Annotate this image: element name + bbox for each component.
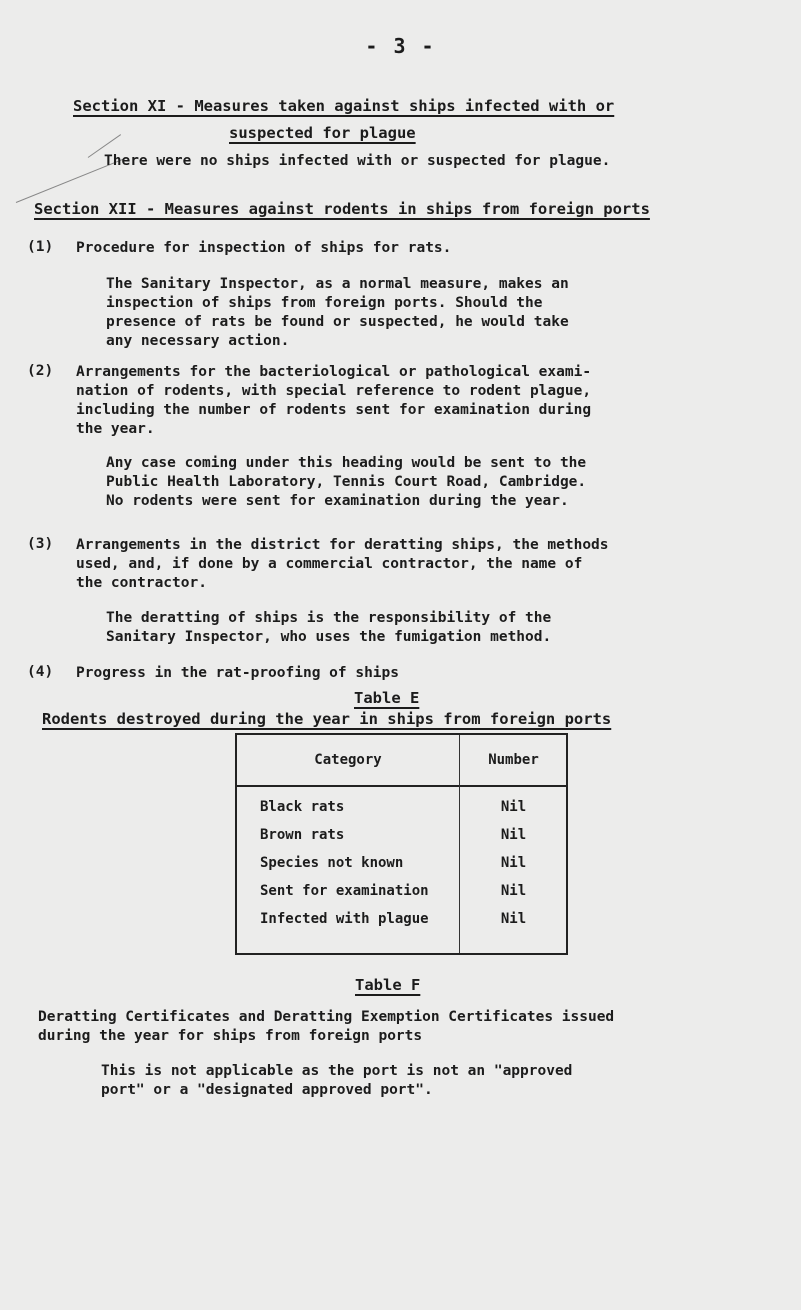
item-body: Any case coming under this heading would be sent to the Public Health Laboratory, Tennis Court Road, Cambridge. No rodents were sent for examination during the year.	[106, 455, 587, 509]
item-title: Procedure for inspection of ships for rats.	[76, 240, 452, 256]
page-number: - 3 -	[365, 34, 436, 58]
table-cell-number: Nil	[500, 827, 527, 843]
table-cell-category: Species not known	[260, 855, 404, 871]
item-body: The Sanitary Inspector, as a normal measure, makes an inspection of ships from foreign ports. Should the presence of rats be found or suspected, he would take any necessary action.	[106, 276, 569, 349]
table-f-caption: Deratting Certificates and Deratting Exemption Certificates issued during the year for ships from foreign ports	[38, 1009, 615, 1044]
item-number: (1)	[27, 239, 54, 255]
table-e-caption: Rodents destroyed during the year in ships from foreign ports	[42, 710, 612, 728]
section-xi-heading: Section XI - Measures taken against ships infected with or	[73, 97, 615, 115]
table-cell-number: Nil	[500, 799, 527, 815]
section-xi-heading-cont: suspected for plague	[229, 124, 416, 142]
column-header-category: Category	[314, 752, 382, 768]
rodents-table	[235, 733, 568, 955]
table-cell-number: Nil	[500, 883, 527, 899]
table-cell-number: Nil	[500, 855, 527, 871]
item-number: (3)	[27, 536, 54, 552]
table-cell-category: Black rats	[260, 799, 345, 815]
item-title: Arrangements for the bacteriological or pathological exami- nation of rodents, with special reference to rodent plague, including the number of rodents sent for examination during the year.	[76, 364, 592, 437]
table-cell-category: Sent for examination	[260, 883, 429, 899]
table-cell-number: Nil	[500, 911, 527, 927]
item-body: The deratting of ships is the responsibility of the Sanitary Inspector, who uses the fumigation method.	[106, 610, 552, 645]
table-f-text: This is not applicable as the port is not an "approved port" or a "designated approved port".	[101, 1063, 573, 1098]
table-f-label: Table F	[355, 976, 421, 994]
table-cell-category: Brown rats	[260, 827, 345, 843]
section-xi-text: There were no ships infected with or suspected for plague.	[104, 153, 611, 169]
item-number: (4)	[27, 664, 54, 680]
section-xii-heading: Section XII - Measures against rodents in ships from foreign ports	[34, 200, 650, 218]
table-e-label: Table E	[354, 689, 420, 707]
item-title: Progress in the rat-proofing of ships	[76, 665, 400, 681]
column-header-number: Number	[488, 752, 539, 768]
table-cell-category: Infected with plague	[260, 911, 429, 927]
item-number: (2)	[27, 363, 54, 379]
item-title: Arrangements in the district for deratting ships, the methods used, and, if done by a commercial contractor, the name of the contractor.	[76, 537, 609, 591]
